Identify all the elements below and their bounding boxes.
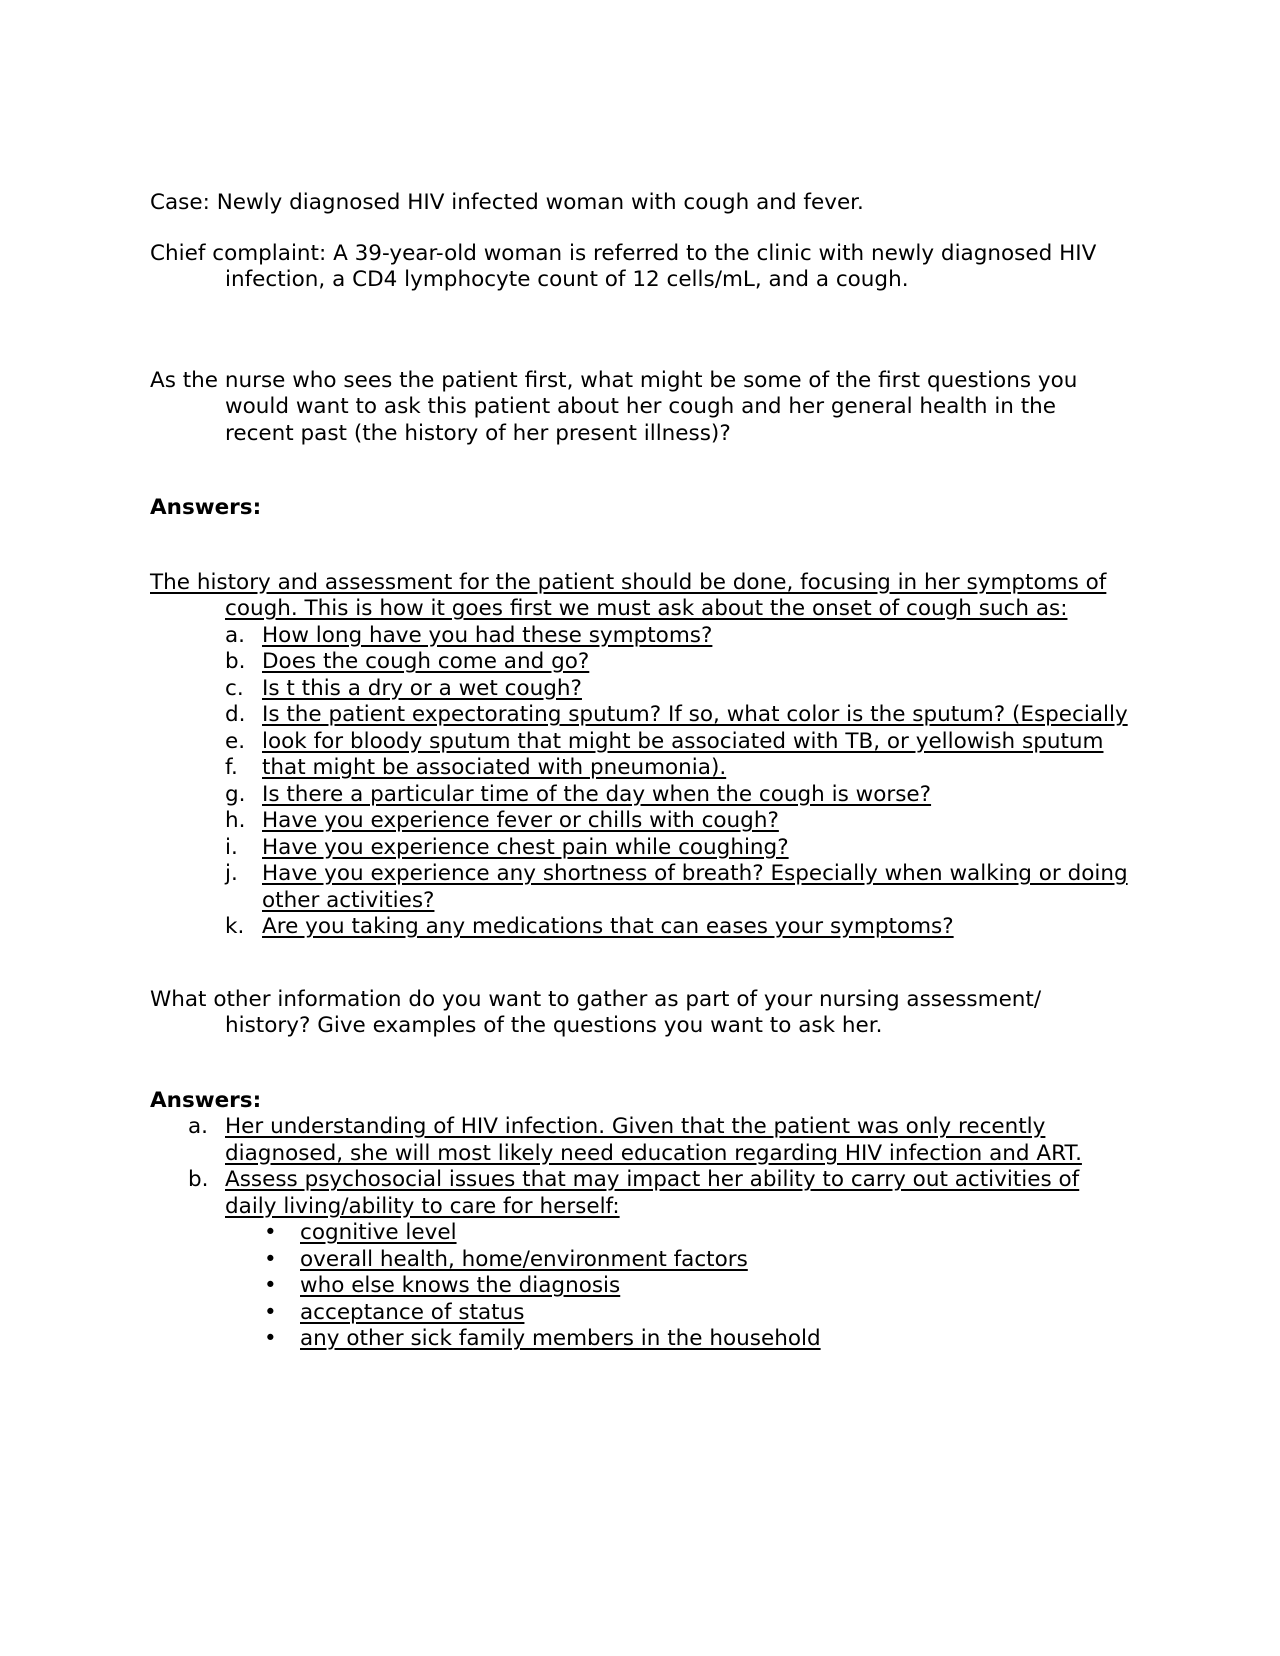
list-item-text: Are you taking any medications that can eases your symptoms? — [262, 914, 954, 939]
list-marker: i. — [225, 834, 238, 860]
bullet-item — [150, 1300, 1130, 1327]
list-item-text: Does the cough come and go? — [262, 649, 590, 674]
bullet-text: any other sick family members in the household — [300, 1326, 821, 1351]
list-item — [150, 782, 1130, 809]
document-page — [150, 190, 1130, 1353]
list-item — [150, 835, 1130, 862]
list-item — [150, 755, 1130, 782]
answer-1-intro: The history and assessment for the patient should be done, focusing in her symptoms of cough. This is how it goes first we must ask about the onset of cough such as: — [150, 569, 1107, 621]
list-marker: f. — [225, 755, 238, 780]
list-item-text: Have you experience any shortness of breath? Especially when walking or doing other activities? — [262, 861, 1128, 913]
bullet-item — [150, 1326, 1130, 1353]
list-item — [150, 623, 1130, 650]
answers-heading-1: Answers: — [150, 495, 262, 520]
chief-complaint: Chief complaint: A 39-year-old woman is referred to the clinic with newly diagnosed HIV infection, a CD4 lymphocyte count of 12 cells/mL, and a cough. — [150, 240, 1097, 292]
bullet-icon: • — [264, 1246, 277, 1272]
list-marker: b. — [225, 649, 246, 674]
list-marker: h. — [225, 808, 246, 833]
list-item-text: that might be associated with pneumonia). — [262, 755, 727, 780]
bullet-text: overall health, home/environment factors — [300, 1246, 748, 1272]
list-marker: g. — [225, 781, 246, 807]
answer-2-list — [150, 1114, 1130, 1220]
list-item-text: Is t this a dry or a wet cough? — [262, 675, 582, 701]
question-1: As the nurse who sees the patient first, what might be some of the first questions you would want to ask this patient about her cough and her general health in the recent past (the history of her present illness)? — [150, 367, 1078, 446]
list-marker: a. — [188, 1114, 209, 1139]
list-marker: j. — [225, 861, 238, 886]
case-line: Case: Newly diagnosed HIV infected woman with cough and fever. — [150, 190, 864, 215]
bullet-item — [150, 1247, 1130, 1274]
list-marker: b. — [188, 1167, 209, 1192]
bullet-icon: • — [264, 1326, 277, 1351]
list-item — [150, 649, 1130, 676]
bullet-text: cognitive level — [300, 1220, 457, 1245]
bullet-text: acceptance of status — [300, 1299, 525, 1325]
list-item-text: Her understanding of HIV infection. Given that the patient was only recently diagnosed, she will most likely need education regarding HIV infection and ART. — [225, 1114, 1082, 1166]
answers-heading-2: Answers: — [150, 1087, 262, 1113]
list-marker: e. — [225, 728, 246, 754]
list-item — [150, 1167, 1130, 1220]
list-item-text: Is the patient expectorating sputum? If so, what color is the sputum? (Especially — [262, 702, 1128, 727]
list-item — [150, 676, 1130, 703]
list-item — [150, 1114, 1130, 1167]
list-marker: a. — [225, 622, 246, 648]
bullet-text: who else knows the diagnosis — [300, 1273, 621, 1298]
list-item — [150, 702, 1130, 729]
bullet-item — [150, 1273, 1130, 1300]
bullet-icon: • — [264, 1273, 277, 1298]
list-item — [150, 861, 1130, 914]
list-item — [150, 914, 1130, 941]
list-item — [150, 729, 1130, 756]
bullet-icon: • — [264, 1220, 277, 1245]
bullet-item — [150, 1220, 1130, 1247]
list-item-text: look for bloody sputum that might be associated with TB, or yellowish sputum — [262, 728, 1104, 754]
answer-2-bullets — [150, 1220, 1130, 1353]
list-item — [150, 808, 1130, 835]
bullet-icon: • — [264, 1299, 277, 1325]
list-item-text: Is there a particular time of the day when the cough is worse? — [262, 781, 932, 807]
list-item-text: Assess psychosocial issues that may impact her ability to carry out activities of daily living/ability to care for herself: — [225, 1167, 1080, 1219]
answer-1-list — [150, 623, 1130, 941]
question-2: What other information do you want to gather as part of your nursing assessment/ history? Give examples of the questions you want to ask her. — [150, 986, 1042, 1038]
list-item-text: Have you experience fever or chills with cough? — [262, 808, 779, 833]
list-item-text: Have you experience chest pain while coughing? — [262, 834, 789, 860]
list-marker: d. — [225, 702, 246, 727]
list-marker: c. — [225, 675, 244, 701]
list-marker: k. — [225, 914, 245, 939]
list-item-text: How long have you had these symptoms? — [262, 622, 713, 648]
